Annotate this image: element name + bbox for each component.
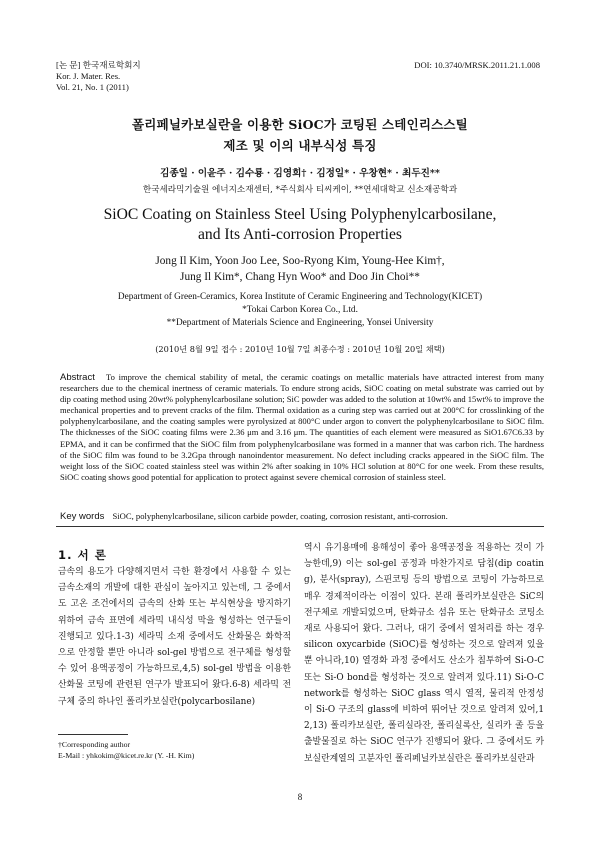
journal-header-line: [논 문] 한국재료학회지 bbox=[56, 60, 141, 70]
authors-en-line: Jong Il Kim, Yoon Joo Lee, Soo-Ryong Kim, Young-Hee Kim†, bbox=[155, 255, 445, 267]
section-heading-introduction: 1. 서 론 bbox=[58, 548, 107, 562]
keywords-label: Key words bbox=[60, 511, 105, 522]
body-column-right: 역시 유기용매에 용해성이 좋아 용액공정을 적용하는 것이 가능한데,9) 이는 sol-gel 공정과 마찬가지로 담침(dip coating), 분사(spray), 스핀코팅 등의 방법으로 코팅이 가능하므로 매우 경제적이라는 이점이 있다. 본래 폴리카보실란은 SiC의 전구체로 개발되었으며, 탄화규소 섬유 또는 탄화규소 코팅소재로 사용되어 왔다. 그러나, 대기 중에서 열처리를 하는 경우 silicon oxycarbide (SiOC)를 형성하는 것으로 알려져 있을 뿐 아니라,10) 열경화 과정 중에서도 산소가 침투하여 Si-O-C 또는 Si-O bond를 형성하는 것으로 알려져 있다.11) Si-O-C network를 형성하는 SiOC glass 역시 열적, 물리적 안정성이 Si-O 구조의 glass에 비하여 뛰어난 것으로 알려져 있어,12,13) 폴리카보실란, 폴리실라잔, 폴리실록산, 실리카 졸 등을 출발물질로 하는 SiOC 연구가 진행되어 왔다. 그 중에서도 카보실란계열의 고분자인 폴리페닐카보실란은 폴리카보실란과 bbox=[304, 543, 544, 764]
affiliation-en-line: *Tokai Carbon Korea Co., Ltd. bbox=[242, 305, 358, 315]
footnote-line: †Corresponding author bbox=[58, 740, 131, 749]
doi: DOI: 10.3740/MRSK.2011.21.1.008 bbox=[414, 60, 540, 70]
journal-header-line: Vol. 21, No. 1 (2011) bbox=[56, 82, 129, 92]
authors-en-line: Jung Il Kim*, Chang Hyn Woo* and Doo Jin Choi** bbox=[180, 271, 420, 283]
authors-kr: 김종일 · 이윤주 · 김수룡 · 김영희† · 김정일* · 우창현* · 최두진** bbox=[160, 168, 440, 179]
page-number: 8 bbox=[297, 792, 303, 802]
journal-header bbox=[56, 60, 141, 93]
abstract-label: Abstract bbox=[60, 372, 95, 383]
affiliation-en-line: **Department of Materials Science and Engineering, Yonsei University bbox=[166, 318, 434, 328]
abstract bbox=[60, 372, 544, 483]
title-kr-line: 제조 및 이의 내부식성 특징 bbox=[223, 138, 377, 153]
body-column-left: 금속의 용도가 다양해지면서 극한 환경에서 사용할 수 있는 금속소재의 개발에 대한 관심이 높아지고 있는데, 그 중에서도 고온 조건에서의 금속의 산화 또는 부식현상을 방지하기 위하여 금속 표면에 세라믹 내식성 막을 형성하는 연구들이 진행되고 있다.1-3) 세라믹 소재 중에서도 산화물은 화학적으로 안정할 뿐만 아니라 sol-gel 방법으로 전구체를 형성할 수 있어 용액공정이 가능하므로,4,5) sol-gel 방법을 이용한 산화물 코팅에 관련된 연구가 발표되어 왔다.6-8) 세라믹 전구체 중의 하나인 폴리카보실란(polycarbosilane) bbox=[58, 567, 291, 707]
footnote-divider bbox=[58, 734, 128, 735]
affiliation-kr: 한국세라믹기술원 에너지소재센터, *주식회사 티씨케이, **연세대학교 신소재공학과 bbox=[142, 185, 458, 195]
abstract-text: To improve the chemical stability of metal, the ceramic coatings on metallic materials have attracted interest from many researchers due to the chemical inertness of ceramic materials. To endure strong acids, SiOC coating on metal substrate was carried out by dip coating method using 20wt% polyphenylcarbosilane solution; SiC powder was added to the solution at 10wt% and 15wt% to improve the mechanical properties and to prevent cracks of the film. Thermal oxidation as a curing step was carried out at 200°C for crosslinking of the polyphenylcarbosilane, and the coating samples were pyrolysized at 800°C under argon to convert the polyphenylcarbosilane to SiOC film. The thicknesses of the SiOC coating films were 2.36 μm and 3.16 μm. The quantities of each element were measured as SiO1.67C6.33 by EPMA, and it can be confirmed that the SiOC film from polyphenylcarbosilane was formed in a manner that was carbon rich. The hardness of the SiOC film was found to be 3.2Gpa through nanoindentor measurement. No defect including cracks appeared in the SiOC film. The weight loss of the SiOC coated stainless steel was within 2% after soaking in 10% HCl solution at 80°C for one week. From these results, SiOC coating shows good potential for application to protect against severe chemical corrosion of stainless steel. bbox=[60, 372, 544, 482]
keywords-text: SiOC, polyphenylcarbosilane, silicon carbide powder, coating, corrosion resistant, anti-corrosion. bbox=[112, 511, 448, 521]
section-divider bbox=[56, 526, 544, 527]
journal-header-line: Kor. J. Mater. Res. bbox=[56, 71, 121, 81]
title-en-line: SiOC Coating on Stainless Steel Using Polyphenylcarbosilane, bbox=[103, 206, 497, 223]
footnote bbox=[58, 739, 194, 761]
footnote-line: E-Mail : yhkokim@kicet.re.kr (Y. -H. Kim) bbox=[58, 751, 195, 760]
title-kr-line: 폴리페닐카보실란을 이용한 SiOC가 코팅된 스테인리스스틸 bbox=[132, 117, 468, 132]
affiliation-en-line: Department of Green-Ceramics, Korea Institute of Ceramic Engineering and Technology(KICET) bbox=[117, 292, 483, 302]
title-en-line: and Its Anti-corrosion Properties bbox=[198, 226, 402, 243]
received-dates: (2010년 8월 9일 접수 : 2010년 10월 7일 최종수정 : 2010년 10월 20일 채택) bbox=[155, 344, 445, 354]
keywords bbox=[60, 511, 448, 522]
